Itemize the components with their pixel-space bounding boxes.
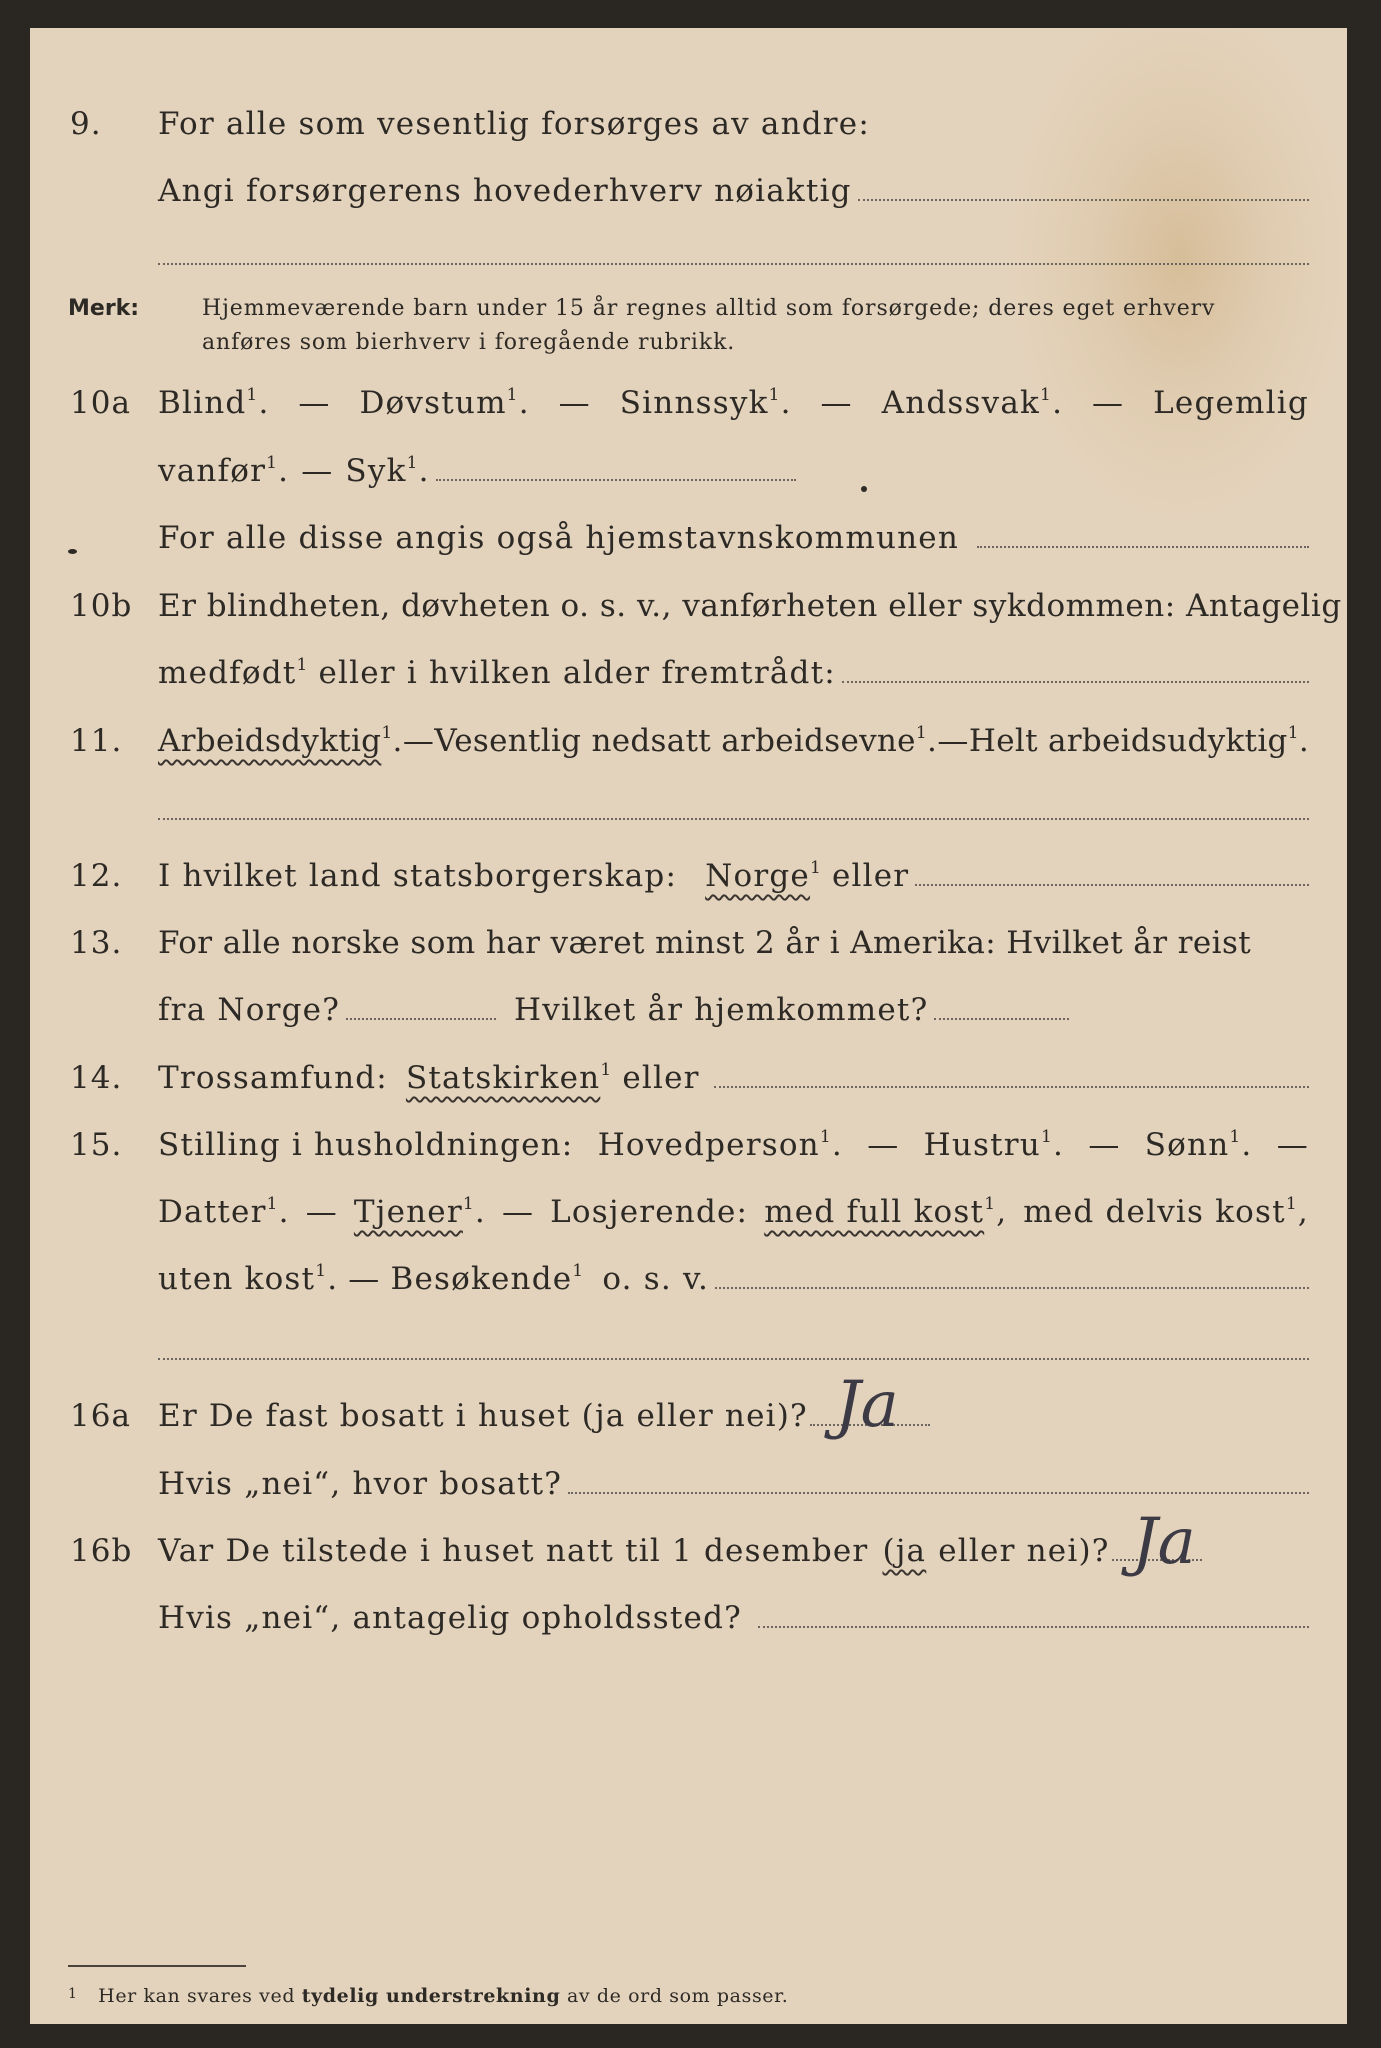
q12-line — [158, 858, 1309, 894]
item-number-16b: 16b — [70, 1533, 133, 1569]
q15-answer-line-2[interactable] — [158, 1358, 1309, 1360]
q9-line-2 — [158, 173, 1309, 209]
q10a-line-2 — [158, 453, 1309, 489]
ink-speck — [68, 549, 77, 554]
q10a-hometown-line[interactable] — [977, 546, 1309, 548]
q10a-line-3 — [158, 520, 1309, 556]
q12-answer-line[interactable] — [915, 884, 1309, 886]
q14-answer-line[interactable] — [714, 1086, 1309, 1088]
option-medfodt: medfødt$^1$ — [158, 655, 309, 691]
option-vanfor: vanfør$^1$. — [158, 453, 290, 489]
footnote-text-a: Her kan svares ved — [98, 1985, 296, 2007]
q14-eller: eller — [622, 1060, 700, 1096]
option-syk: Syk$^1$. — [345, 453, 430, 489]
q12-eller: eller — [831, 858, 910, 894]
q10b-text-2: eller i hvilken alder fremtrådt: — [318, 655, 836, 691]
dash: — — [348, 1261, 381, 1297]
handwritten-answer-16a: Ja — [835, 1368, 899, 1442]
option-delvis-kost: med delvis kost$^1$, — [1023, 1194, 1309, 1230]
q16b-line-2 — [158, 1600, 1309, 1636]
dash: — — [501, 1194, 535, 1230]
option-statskirken-underlined: Statskirken$^1$ — [405, 1060, 613, 1096]
dash: — — [305, 1194, 338, 1230]
item-number-14: 14. — [70, 1060, 123, 1096]
q13-text: For alle norske som har været minst 2 år i Amerika: Hvilket år reist — [158, 925, 1252, 961]
dash: — — [937, 723, 969, 759]
dash: — — [1276, 1127, 1309, 1163]
option-andssvak: Andssvak$^1$. — [881, 385, 1064, 421]
item-number-10a: 10a — [70, 385, 131, 421]
option-nedsatt: Vesentlig nedsatt arbeidsevne$^1$. — [434, 723, 938, 759]
ink-speck — [861, 486, 867, 492]
option-full-kost-underlined: med full kost$^1$, — [764, 1194, 1008, 1230]
option-uten-kost: uten kost$^1$. — [158, 1261, 339, 1297]
q13-returned-label: Hvilket år hjemkommet? — [514, 992, 929, 1028]
option-udyktig: Helt arbeidsudyktig$^1$. — [968, 723, 1309, 759]
q13-returned-line[interactable] — [934, 1018, 1069, 1020]
q9-text: For alle som vesentlig forsørges av andre: — [158, 106, 870, 142]
q16a-line-2 — [158, 1466, 1309, 1502]
item-number-13: 13. — [70, 925, 123, 961]
q15-lead: Stilling i husholdningen: — [158, 1127, 574, 1163]
option-hovedperson: Hovedperson$^1$. — [597, 1127, 843, 1163]
q13-emigrated-label: fra Norge? — [158, 992, 341, 1028]
option-dovstum: Døvstum$^1$. — [359, 385, 530, 421]
option-sonn: Sønn$^1$. — [1144, 1127, 1253, 1163]
option-ja-underlined: (ja — [882, 1533, 927, 1569]
q16a-line-1 — [158, 1398, 1309, 1434]
q9-answer-line[interactable] — [858, 199, 1309, 201]
q10b-text: Er blindheten, døvheten o. s. v., vanførheten eller sykdommen: Antagelig — [158, 588, 1342, 624]
q15-osv: o. s. v. — [602, 1261, 710, 1297]
footnote-marker: 1 — [68, 1986, 78, 2002]
q16b-text-b: eller nei)? — [938, 1533, 1110, 1569]
q15-line-1 — [158, 1127, 1309, 1163]
q15-answer-line[interactable] — [715, 1287, 1309, 1289]
q16a-residence-line[interactable] — [568, 1492, 1309, 1494]
dash: — — [301, 453, 334, 489]
item-number-15: 15. — [70, 1127, 123, 1163]
q10a-hometown-text: For alle disse angis også hjemstavnskommunen — [158, 520, 959, 556]
dash: — — [1088, 1127, 1121, 1163]
q16b-text-2: Hvis „nei“, antagelig opholdssted? — [158, 1600, 742, 1636]
option-blind: Blind$^1$. — [158, 385, 270, 421]
q13-line-1 — [158, 925, 1309, 961]
q15-lodger-label: Losjerende: — [550, 1194, 749, 1230]
footnote-text-c: av de ord som passer. — [566, 1985, 789, 2007]
option-norge-underlined: Norge$^1$ — [705, 858, 822, 894]
option-hustru: Hustru$^1$. — [923, 1127, 1065, 1163]
q10b-line-1 — [158, 588, 1342, 624]
option-sinnssyk: Sinnssyk$^1$. — [619, 385, 792, 421]
handwritten-answer-16b: Ja — [1132, 1505, 1196, 1579]
census-form-page — [30, 28, 1347, 2024]
dash: — — [558, 385, 591, 421]
option-datter: Datter$^1$. — [158, 1194, 290, 1230]
q13-emigrated-line[interactable] — [346, 1018, 496, 1020]
option-tjener-underlined: Tjener$^1$. — [353, 1194, 486, 1230]
q15-line-2 — [158, 1194, 1309, 1230]
note-label: Merk: — [68, 296, 140, 321]
q9-line-1 — [158, 106, 1309, 142]
dash: — — [1092, 385, 1125, 421]
dash: — — [298, 385, 331, 421]
q10b-answer-line[interactable] — [842, 681, 1309, 683]
q10a-answer-line[interactable] — [436, 479, 796, 481]
item-number-12: 12. — [70, 858, 123, 894]
dash: — — [820, 385, 853, 421]
footnote-rule — [68, 1965, 246, 1967]
q16a-text-2: Hvis „nei“, hvor bosatt? — [158, 1466, 563, 1502]
item-number-10b: 10b — [70, 588, 133, 624]
q16b-location-line[interactable] — [758, 1626, 1309, 1628]
dash: — — [402, 723, 435, 759]
q9-answer-line-2[interactable] — [158, 263, 1309, 265]
q12-text: I hvilket land statsborgerskap: — [158, 858, 678, 894]
q13-line-2 — [158, 992, 1309, 1028]
q16a-text: Er De fast bosatt i huset (ja eller nei)? — [158, 1398, 808, 1434]
item-number-11: 11. — [70, 723, 123, 759]
q10b-line-2 — [158, 655, 1309, 691]
note-line-1: Hjemmeværende barn under 15 år regnes alltid som forsørgede; deres eget erhverv — [202, 296, 1216, 321]
note-line-2: anføres som bierhverv i foregående rubrikk. — [202, 330, 736, 355]
option-arbeidsdyktig-underlined: Arbeidsdyktig$^1$. — [158, 723, 403, 759]
item-number-16a: 16a — [70, 1398, 131, 1434]
item-number-9: 9. — [70, 106, 102, 142]
footnote-text-bold: tydelig understrekning — [301, 1985, 561, 2007]
q16b-text: Var De tilstede i huset natt til 1 desember — [158, 1533, 869, 1569]
q15-line-3 — [158, 1261, 1309, 1297]
option-legemlig: Legemlig — [1153, 385, 1309, 421]
q10a-line-1 — [158, 385, 1309, 421]
q11-line-1 — [158, 723, 1309, 759]
q14-line — [158, 1060, 1309, 1096]
footnote — [68, 1985, 788, 2007]
q9-text-2: Angi forsørgerens hovederhverv nøiaktig — [158, 173, 852, 209]
q14-text: Trossamfund: — [158, 1060, 388, 1096]
dash: — — [867, 1127, 900, 1163]
option-besokende: Besøkende$^1$ — [390, 1261, 585, 1297]
q11-answer-line[interactable] — [158, 818, 1309, 820]
